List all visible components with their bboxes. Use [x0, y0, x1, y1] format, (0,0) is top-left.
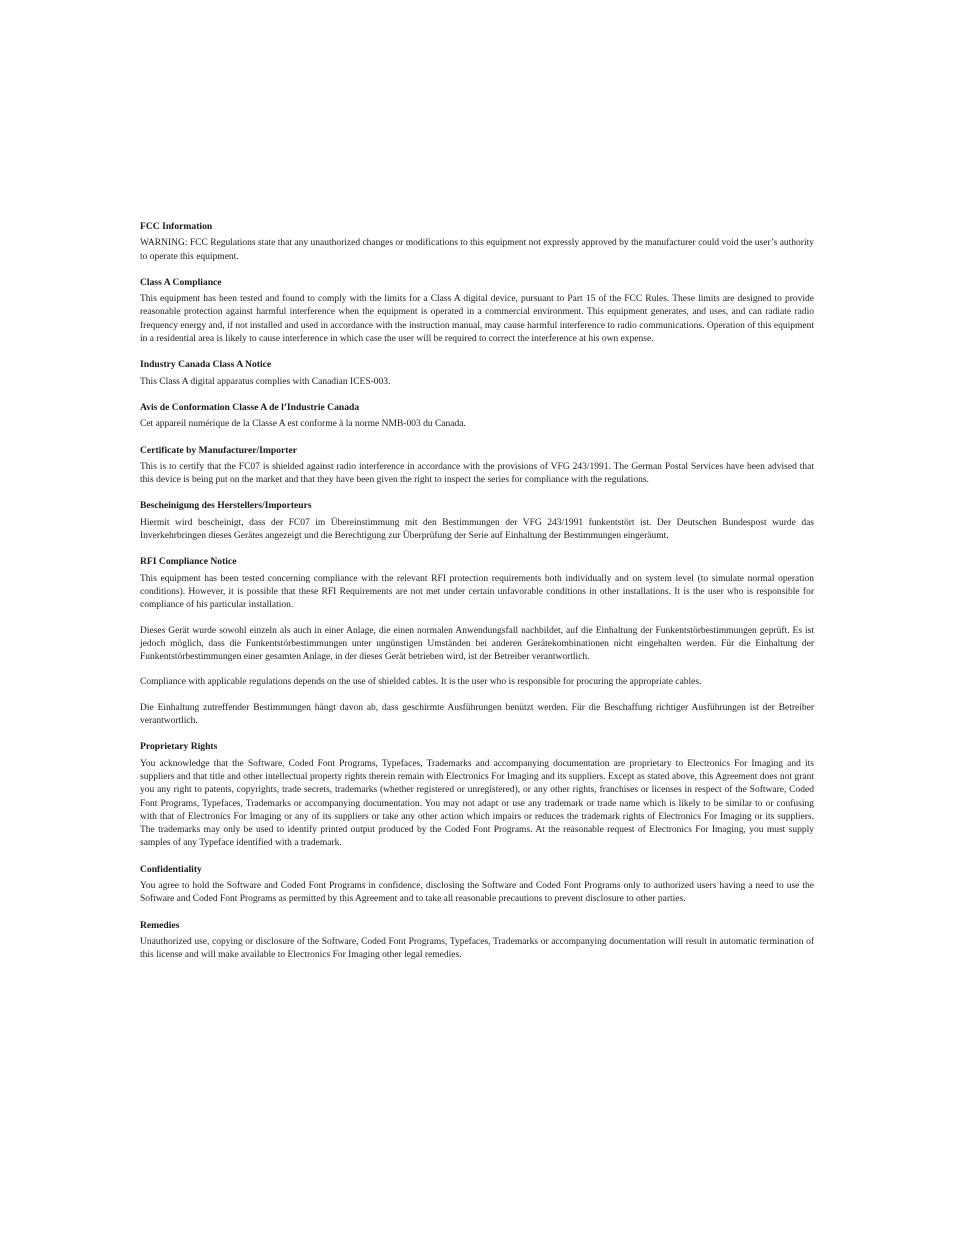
- section-paragraph: You acknowledge that the Software, Coded Font Programs, Typefaces, Trademarks and accompanying documentation are proprietary to Electronics For Imaging and its suppliers and that title and other intellectual property rights therein remain with Electronics For Imaging and its suppliers. Except as stated above, this Agreement does not grant you any right to patents, copyrights, trade secrets, trademarks (whether registered or unregistered), or any other rights, franchises or licenses in respect of the Software, Coded Font Programs, Typefaces, Trademarks or accompanying documentation. You may not adapt or use any trademark or trade name which is likely to be similar to or confusing with that of Electronics For Imaging or any of its suppliers or take any other action which impairs or reduces the trademark rights of Electronics For Imaging or its suppliers. The trademarks may only be used to identify printed output produced by the Coded Font Programs. At the reasonable request of Electronics For Imaging, you must supply samples of any Typeface identified with a trademark.: [140, 758, 814, 849]
- section-certificate-manufacturer: [140, 444, 814, 488]
- section-paragraph: This equipment has been tested concerning compliance with the relevant RFI protection requirements both individually and on system level (to simulate normal operation conditions). However, it is possible that these RFI Requirements are not met under certain unfavorable conditions in other installations. It is the user who is responsible for compliance of his particular installation.: [140, 573, 814, 611]
- document-page: [140, 220, 814, 962]
- section-confidentiality: [140, 863, 814, 907]
- section-class-a-compliance: [140, 276, 814, 346]
- section-heading: Remedies: [140, 919, 180, 931]
- section-paragraph: Die Einhaltung zutreffender Bestimmungen hängt davon ab, dass geschirmte Ausführungen benützt werden. Für die Beschaffung richtiger Ausführungen ist der Betreiber verantwortlich.: [140, 702, 814, 727]
- section-heading: Confidentiality: [140, 863, 202, 875]
- section-heading: Avis de Conformation Classe A de l’Industrie Canada: [140, 401, 360, 413]
- section-heading: RFI Compliance Notice: [140, 556, 237, 568]
- section-paragraph: Cet appareil numérique de la Classe A est conforme à la norme NMB-003 du Canada.: [140, 419, 466, 430]
- section-heading: Proprietary Rights: [140, 741, 218, 753]
- section-paragraph: This is to certify that the FC07 is shielded against radio interference in accordance with the provisions of VFG 243/1991. The German Postal Services have been advised that this device is being put on the market and that they have been given the right to inspect the series for compliance with the regulations.: [140, 461, 814, 486]
- section-heading: Bescheinigung des Herstellers/Importeurs: [140, 500, 312, 512]
- section-paragraph: Hiermit wird bescheinigt, dass der FC07 im Übereinstimmung mit den Bestimmungen der VFG 243/1991 funkentstört ist. Der Deutschen Bundespost wurde das Inverkehrbringen dieses Gerätes angezeigt und die Berechtigung zur Überprüfung der Serie auf Einhaltung der Bestimmungen eingeräumt.: [140, 517, 814, 542]
- section-remedies: [140, 919, 814, 963]
- section-paragraph: Dieses Gerät wurde sowohl einzeln als auch in einer Anlage, die einen normalen Anwendungsfall nachbildet, auf die Einhaltung der Funkentstörbestimmungen geprüft. Es ist jedoch möglich, dass die Funkentstörbestimmungen unter ungünstigen Umständen bei anderen Gerätekombinationen nicht eingehalten werden. Für die Einhaltung der Funkentstörbestimmungen einer gesamten Anlage, in der dieses Gerät betrieben wird, ist der Betreiber verantwortlich.: [140, 625, 814, 663]
- section-industry-canada: [140, 358, 814, 389]
- section-heading: Industry Canada Class A Notice: [140, 359, 272, 371]
- section-paragraph: This Class A digital apparatus complies with Canadian ICES-003.: [140, 376, 391, 387]
- section-paragraph: WARNING: FCC Regulations state that any unauthorized changes or modifications to this equipment not expressly approved by the manufacturer could void the user’s authority to operate this equipment.: [140, 238, 814, 262]
- section-bescheinigung: [140, 499, 814, 543]
- section-paragraph: Compliance with applicable regulations depends on the use of shielded cables. It is the user who is responsible for procuring the appropriate cables.: [140, 677, 702, 688]
- section-heading: FCC Information: [140, 221, 213, 232]
- section-proprietary-rights: [140, 740, 814, 850]
- section-heading: Class A Compliance: [140, 276, 222, 288]
- section-paragraph: Unauthorized use, copying or disclosure of the Software, Coded Font Programs, Typefaces, Trademarks or accompanying documentation will result in automatic termination of this license and will make available to Electronics For Imaging other legal remedies.: [140, 936, 814, 961]
- section-avis-conformation: [140, 401, 814, 432]
- section-fcc-information: [140, 220, 814, 264]
- section-rfi-compliance: [140, 555, 814, 728]
- section-heading: Certificate by Manufacturer/Importer: [140, 444, 297, 456]
- section-paragraph: You agree to hold the Software and Coded Font Programs in confidence, disclosing the Software and Coded Font Programs only to authorized users having a need to use the Software and Coded Font Programs as permitted by this Agreement and to take all reasonable precautions to prevent disclosure to other parties.: [140, 880, 814, 905]
- section-paragraph: This equipment has been tested and found to comply with the limits for a Class A digital device, pursuant to Part 15 of the FCC Rules. These limits are designed to provide reasonable protection against harmful interference when the equipment is operated in a commercial environment. This equipment generates, and uses, and can radiate radio frequency energy and, if not installed and used in accordance with the instruction manual, may cause harmful interference to radio communications. Operation of this equipment in a residential area is likely to cause interference in which case the user will be required to correct the interference at his own expense.: [140, 294, 814, 345]
